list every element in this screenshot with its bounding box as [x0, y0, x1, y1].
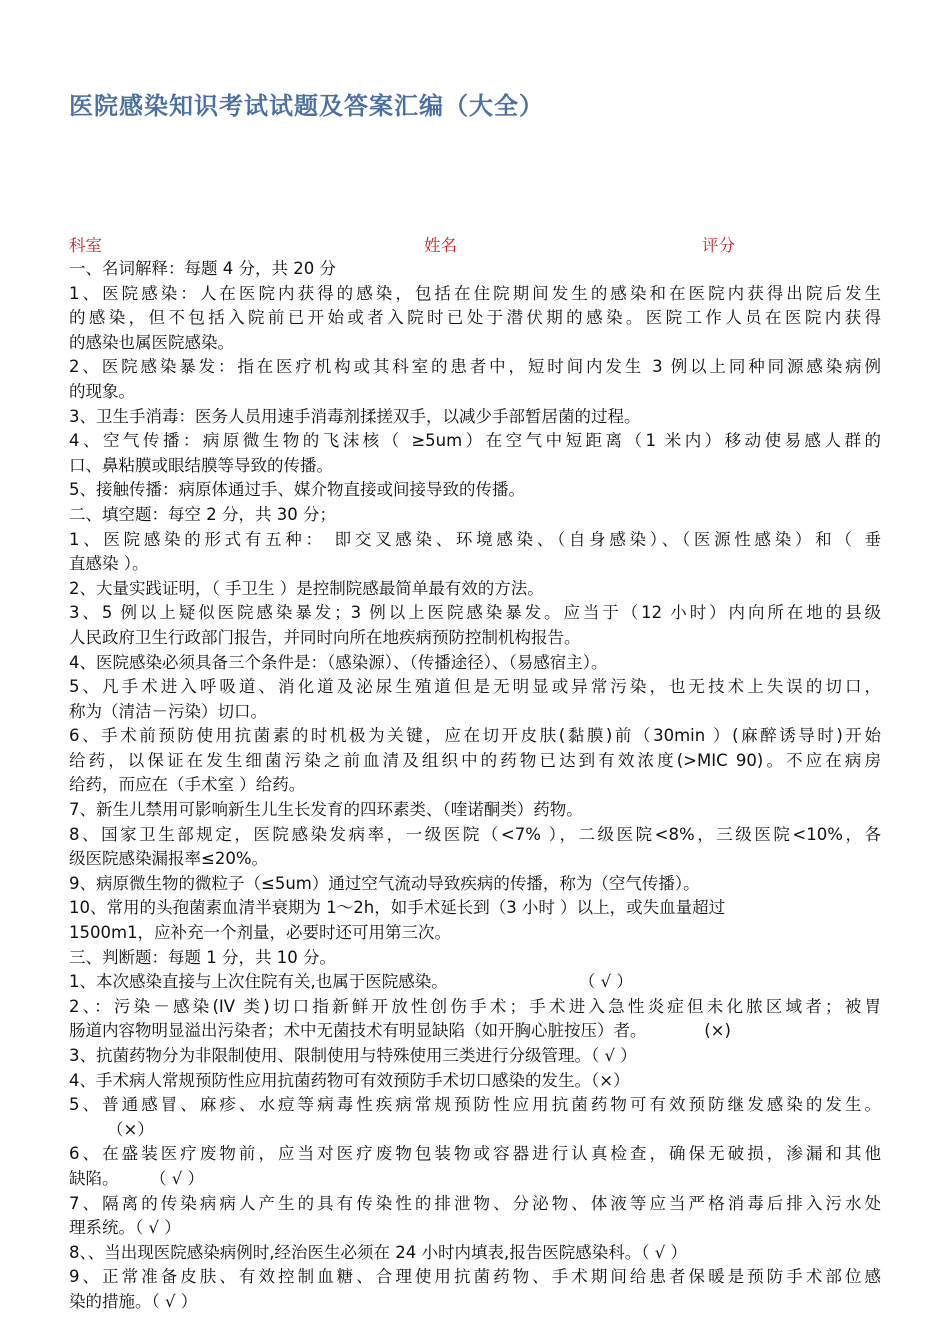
text-line: 5、凡手术进入呼吸道、消化道及泌尿生殖道但是无明显或异常污染，也无技术上失误的切口， [69, 677, 881, 697]
document-body [69, 257, 881, 1315]
text-line: （×） [107, 1119, 154, 1139]
text-line: 的感染也属医院感染。 [69, 332, 234, 352]
text-line: 4、医院感染必须具备三个条件是：（感染源）、（传播途径）、（易感宿主）。 [69, 652, 608, 672]
text-line: 3、抗菌药物分为非限制使用、限制使用与特殊使用三类进行分级管理。（ √ ） [69, 1046, 637, 1065]
score-label: 评分 [702, 236, 735, 255]
text-line: 3、卫生手消毒：医务人员用速手消毒剂揉搓双手，以减少手部暂居菌的过程。 [69, 406, 641, 426]
text-line: 2、医院感染暴发：指在医疗机构或其科室的患者中，短时间内发生 3 例以上同种同源感染病例 [69, 357, 881, 377]
text-line: 5、普通感冒、麻疹、水痘等病毒性疾病常规预防性应用抗菌药物可有效预防继发感染的发生。 [69, 1095, 881, 1115]
section-heading: 二、填空题：每空 2 分，共 30 分； [69, 504, 336, 524]
text-line: 的感染，但不包括入院前已开始或者入院时已处于潜伏期的感染。医院工作人员在医院内获得 [69, 308, 881, 328]
text-line: 7、新生儿禁用可影响新生儿生长发育的四环素类、（喹诺酮类）药物。 [69, 800, 583, 820]
dept-label: 科室 [69, 236, 102, 255]
text-line: 肠道内容物明显溢出污染者；术中无菌技术有明显缺陷（如开胸心脏按压）者。 (×) [69, 1021, 731, 1041]
section-heading: 一、名词解释：每题 4 分，共 20 分 [69, 259, 336, 278]
exam-header-row [69, 232, 881, 256]
text-line: 10、常用的头孢菌素血清半衰期为 1～2h，如手术延长到（3 小时 ）以上，或失血量超过 [69, 898, 726, 918]
text-line: 4、手术病人常规预防性应用抗菌药物可有效预防手术切口感染的发生。（×） [69, 1070, 630, 1090]
text-line: 7、隔离的传染病病人产生的具有传染性的排泄物、分泌物、体液等应当严格消毒后排入污水处 [69, 1193, 881, 1213]
text-line: 5、接触传播：病原体通过手、媒介物直接或间接导致的传播。 [69, 480, 525, 500]
text-line: 级医院感染漏报率≤20%。 [69, 849, 268, 869]
text-line: 给药，而应在（手术室 ）给药。 [69, 775, 306, 795]
text-line: 6、在盛装医疗废物前，应当对医疗废物包装物或容器进行认真检查，确保无破损，渗漏和其他 [69, 1144, 881, 1164]
text-line: 缺陷。 （ √ ） [69, 1168, 204, 1188]
text-line: 2、：污染－感染(IV 类)切口指新鲜开放性创伤手术；手术进入急性炎症但未化脓区域者；被胃 [69, 996, 881, 1016]
section-heading: 三、判断题：每题 1 分，共 10 分。 [69, 947, 336, 967]
text-line: 1、医院感染的形式有五种： 即交叉感染、环境感染、（自身感染）、（医源性感染）和（ 垂 [69, 529, 881, 549]
text-line: 4、空气传播：病原微生物的飞沫核（ ≥5um）在空气中短距离（1 米内）移动使易感人群的 [69, 431, 881, 451]
text-line: 染的措施。（ √ ） [69, 1291, 198, 1311]
text-line: 直感染 ）。 [69, 554, 149, 574]
text-line: 的现象。 [69, 381, 135, 401]
text-line: 3、5 例以上疑似医院感染暴发；3 例以上医院感染暴发。应当于（12 小时）内向所在地的县级 [69, 603, 881, 623]
text-line: 称为（清洁－污染）切口。 [69, 701, 267, 721]
document-title: 医院感染知识考试试题及答案汇编（大全） [69, 91, 544, 120]
text-line: 1、本次感染直接与上次住院有关,也属于医院感染。 （ √ ） [69, 972, 633, 992]
text-line: 8、国家卫生部规定，医院感染发病率，一级医院（<7% ），二级医院<8%，三级医院<10%，各 [69, 824, 881, 844]
text-line: 人民政府卫生行政部门报告，并同时向所在地疾病预防控制机构报告。 [69, 627, 581, 647]
text-line: 9、病原微生物的微粒子（≤5um）通过空气流动导致疾病的传播，称为（空气传播）。 [69, 873, 700, 893]
text-line: 2、大量实践证明，（ 手卫生 ）是控制院感最简单最有效的方法。 [69, 578, 544, 598]
text-line: 理系统。（ √ ） [69, 1218, 181, 1238]
text-line: 口、鼻粘膜或眼结膜等导致的传播。 [69, 455, 333, 475]
text-line: 6、手术前预防使用抗菌素的时机极为关键，应在切开皮肤(黏膜)前（30min ）(麻醉诱导时)开始 [69, 726, 881, 746]
name-label: 姓名 [424, 236, 457, 255]
text-line: 9、正常准备皮肤、有效控制血糖、合理使用抗菌药物、手术期间给患者保暖是预防手术部位感 [69, 1267, 881, 1287]
text-line: 1500m1，应补充一个剂量，必要时还可用第三次。 [69, 923, 452, 943]
text-line: 8、、当出现医院感染病例时,经治医生必须在 24 小时内填表,报告医院感染科。（ √ ） [69, 1242, 687, 1262]
text-line: 给药，以保证在发生细菌污染之前血清及组织中的药物已达到有效浓度(>MIC 90)。不应在病房 [69, 750, 881, 770]
text-line: 1、医院感染：人在医院内获得的感染，包括在住院期间发生的感染和在医院内获得出院后发生 [69, 283, 881, 303]
